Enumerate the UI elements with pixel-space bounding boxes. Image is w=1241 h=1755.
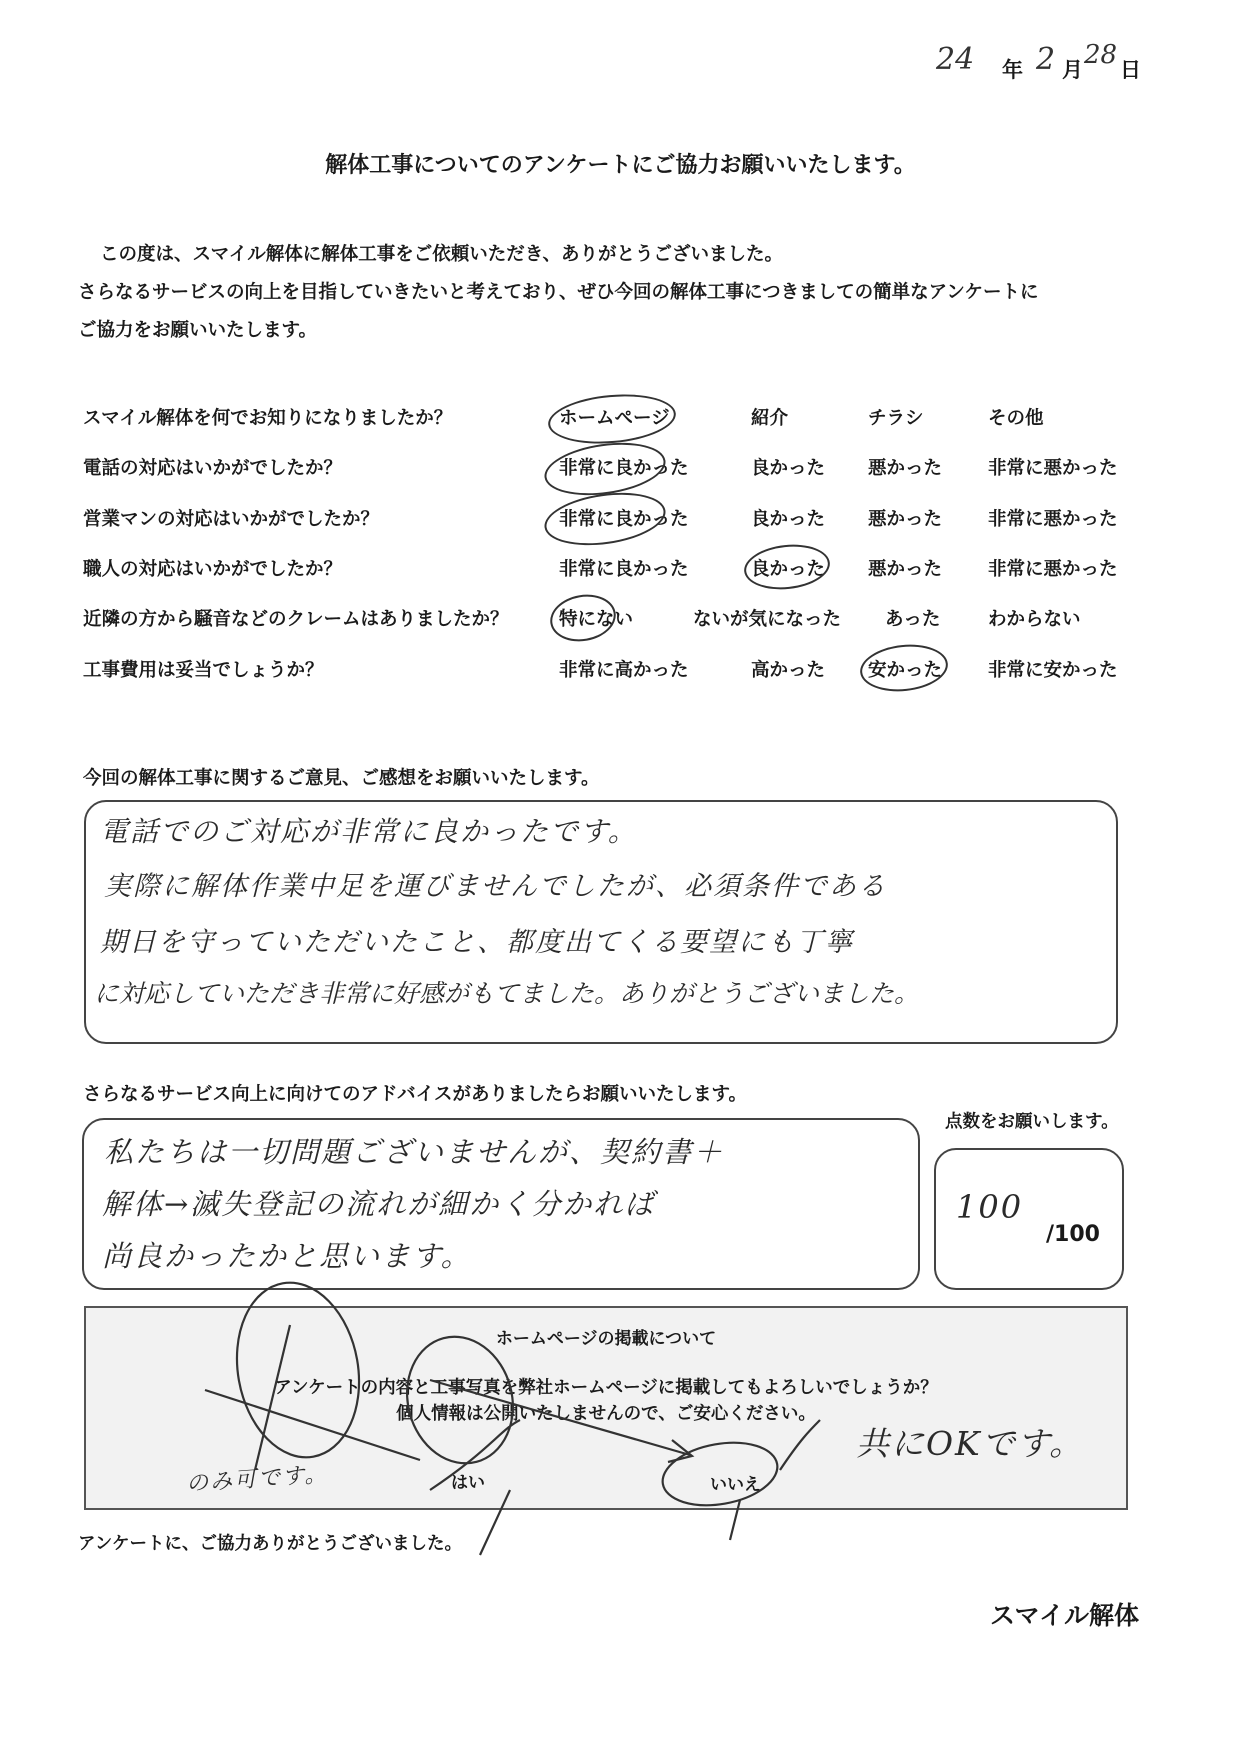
option-bad[interactable]: 悪かった bbox=[868, 559, 943, 580]
question-text: 工事費用は妥当でしょうか？ bbox=[83, 660, 324, 681]
option-good[interactable]: 良かった bbox=[751, 559, 826, 580]
hand-circle-mark bbox=[658, 1434, 783, 1513]
opinion-line: 実際に解体作業中足を運びませんでしたが、必須条件である bbox=[104, 871, 887, 902]
option-expensive[interactable]: 高かった bbox=[751, 660, 826, 681]
homepage-no-option[interactable]: いいえ bbox=[710, 1475, 761, 1495]
question-text: 電話の対応はいかがでしたか？ bbox=[83, 458, 343, 479]
handwritten-note-right: 共にOKです。 bbox=[856, 1424, 1085, 1463]
date-year-label: 年 bbox=[1002, 58, 1023, 82]
option-other[interactable]: その他 bbox=[988, 408, 1044, 429]
option-referral[interactable]: 紹介 bbox=[751, 408, 789, 429]
question-text: 近隣の方から騒音などのクレームはありましたか？ bbox=[83, 609, 509, 630]
arrow-stroke bbox=[430, 1380, 690, 1455]
option-very-good[interactable]: 非常に良かった bbox=[559, 559, 689, 580]
score-value[interactable]: 100 bbox=[956, 1188, 1024, 1226]
option-very-good[interactable]: 非常に良かった bbox=[559, 458, 689, 479]
handwritten-note-left: のみ可です。 bbox=[185, 1462, 330, 1497]
question-text: 営業マンの対応はいかがでしたか？ bbox=[83, 509, 380, 530]
option-bad[interactable]: 悪かった bbox=[868, 458, 943, 479]
homepage-yes-option[interactable]: はい bbox=[451, 1473, 485, 1493]
date-year-handwritten: 24 bbox=[936, 42, 975, 77]
cross-out-stroke bbox=[205, 1390, 420, 1460]
hand-stroke bbox=[430, 1420, 520, 1490]
score-label: 点数をお願いします。 bbox=[945, 1112, 1119, 1132]
homepage-heading: ホームページの掲載について bbox=[495, 1329, 717, 1349]
intro-line-2: さらなるサービスの向上を目指していきたいと考えており、ぜひ今回の解体工事につきましての簡単なアンケートに bbox=[78, 282, 1039, 303]
option-very-bad[interactable]: 非常に悪かった bbox=[988, 458, 1118, 479]
option-none-but-concerned[interactable]: ないが気になった bbox=[693, 609, 842, 630]
option-unknown[interactable]: わからない bbox=[988, 609, 1081, 630]
opinion-label: 今回の解体工事に関するご意見、ご感想をお願いいたします。 bbox=[83, 768, 600, 789]
page-title: 解体工事についてのアンケートにご協力お願いいたします。 bbox=[325, 153, 916, 178]
intro-line-1: この度は、スマイル解体に解体工事をご依頼いただき、ありがとうございました。 bbox=[100, 244, 784, 265]
homepage-privacy-note: 個人情報は公開いたしませんので、ご安心ください。 bbox=[396, 1404, 816, 1424]
option-none[interactable]: 特にない bbox=[559, 609, 634, 630]
date-day-label: 日 bbox=[1120, 58, 1141, 82]
option-yes[interactable]: あった bbox=[885, 609, 941, 630]
intro-line-3: ご協力をお願いいたします。 bbox=[78, 320, 318, 341]
option-good[interactable]: 良かった bbox=[751, 509, 826, 530]
hand-circle-mark bbox=[393, 1325, 527, 1476]
option-homepage[interactable]: ホームページ bbox=[559, 408, 670, 429]
option-bad[interactable]: 悪かった bbox=[868, 509, 943, 530]
option-cheap[interactable]: 安かった bbox=[868, 660, 943, 681]
option-flyer[interactable]: チラシ bbox=[868, 408, 924, 429]
advice-line: 私たちは一切問題ございませんが、契約書＋ bbox=[104, 1135, 725, 1169]
option-good[interactable]: 良かった bbox=[751, 458, 826, 479]
score-max: /100 bbox=[1046, 1222, 1100, 1247]
date-month-label: 月 bbox=[1062, 58, 1083, 82]
hand-stroke bbox=[730, 1500, 740, 1540]
question-text: 職人の対応はいかがでしたか？ bbox=[83, 559, 343, 580]
advice-line: 解体→滅失登記の流れが細かく分かれば bbox=[102, 1187, 656, 1221]
opinion-line: 電話でのご対応が非常に良かったです。 bbox=[100, 815, 638, 848]
hand-stroke bbox=[780, 1420, 820, 1470]
cross-out-stroke bbox=[255, 1325, 290, 1470]
opinion-line: に対応していただき非常に好感がもてました。ありがとうございました。 bbox=[94, 979, 920, 1008]
opinion-line: 期日を守っていただいたこと、都度出てくる要望にも丁寧 bbox=[100, 927, 854, 958]
date-month-handwritten: 2 bbox=[1036, 42, 1056, 77]
advice-label: さらなるサービス向上に向けてのアドバイスがありましたらお願いいたします。 bbox=[83, 1084, 747, 1105]
question-text: スマイル解体を何でお知りになりましたか？ bbox=[83, 408, 453, 429]
date-day-handwritten: 28 bbox=[1084, 40, 1118, 70]
homepage-question: アンケートの内容と工事写真を弊社ホームページに掲載してもよろしいでしょうか？ bbox=[274, 1378, 938, 1398]
option-very-cheap[interactable]: 非常に安かった bbox=[988, 660, 1118, 681]
option-very-expensive[interactable]: 非常に高かった bbox=[559, 660, 689, 681]
advice-line: 尚良かったかと思います。 bbox=[102, 1239, 472, 1273]
thanks-message: アンケートに、ご協力ありがとうございました。 bbox=[78, 1534, 462, 1554]
option-very-bad[interactable]: 非常に悪かった bbox=[988, 559, 1118, 580]
option-very-bad[interactable]: 非常に悪かった bbox=[988, 509, 1118, 530]
hand-stroke bbox=[480, 1490, 510, 1555]
company-name: スマイル解体 bbox=[990, 1601, 1140, 1630]
option-very-good[interactable]: 非常に良かった bbox=[559, 509, 689, 530]
